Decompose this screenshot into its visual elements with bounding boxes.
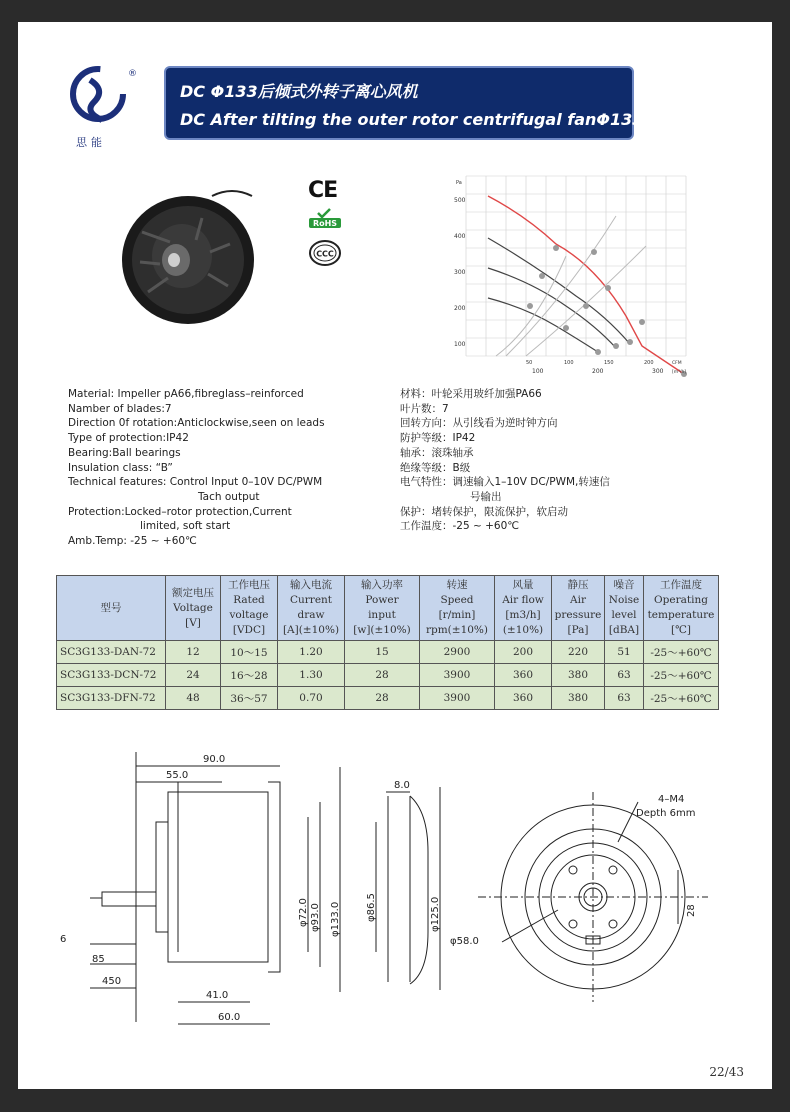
spec-cn-temp: 工作温度：-25 ~ +60℃ (400, 520, 520, 533)
x-unit: [m³/h] (672, 370, 687, 375)
cell-current: 1.20 (278, 641, 345, 664)
cell-model: SC3G133-DCN-72 (57, 664, 166, 687)
dim-55: 55.0 (166, 770, 189, 781)
spec-blades: Namber of blades:7 (68, 402, 172, 415)
cell-rated-voltage: 36～57 (221, 687, 278, 710)
x-tick: 100 (532, 368, 544, 375)
cell-speed: 3900 (420, 687, 495, 710)
spec-table (56, 575, 719, 710)
cell-power: 28 (345, 664, 420, 687)
header-airflow: 风量 Air flow [m3/h] (±10%) (495, 576, 552, 641)
svg-text:RoHS: RoHS (312, 219, 338, 228)
svg-text:CCC: CCC (316, 249, 334, 259)
cell-temperature: -25～+60℃ (644, 664, 719, 687)
brand-name: 思能 (76, 136, 106, 149)
header-model: 型号 (57, 576, 166, 641)
header-pressure: 静压 Air pressure [Pa] (552, 576, 605, 641)
spec-cn-bearing: 轴承：滚珠轴承 (400, 446, 474, 459)
dim-phi133: φ133.0 (330, 901, 341, 937)
dim-phi86: φ86.5 (366, 893, 377, 922)
header-voltage: 额定电压 Voltage [V] (166, 576, 221, 641)
dim-41: 41.0 (206, 990, 229, 1001)
cell-pressure: 380 (552, 664, 605, 687)
certifications (308, 178, 348, 271)
x-tick: 300 (652, 368, 664, 375)
spec-cn-rotation: 回转方向：从引线看为逆时钟方向 (400, 417, 558, 430)
dim-depth: Depth 6mm (636, 808, 696, 819)
table-row (57, 664, 719, 687)
cell-noise: 51 (605, 641, 644, 664)
y-unit: Pa (456, 180, 462, 186)
spec-cn-protection-type: 防护等级：IP42 (400, 432, 476, 445)
header-noise: 噪音 Noise level [dBA] (605, 576, 644, 641)
specs-chinese (400, 387, 730, 534)
spec-temp: Amb.Temp: -25 ~ +60℃ (68, 535, 197, 548)
cell-power: 28 (345, 687, 420, 710)
spec-insulation: Insulation class: “B” (68, 461, 173, 474)
spec-rotation: Direction 0f rotation:Anticlockwise,seen on leads (68, 417, 325, 430)
spec-cn-protection: 保护：堵转保护，限流保护，软启动 (400, 505, 568, 518)
cell-pressure: 380 (552, 687, 605, 710)
ccc-mark (308, 239, 342, 267)
cell-temperature: -25～+60℃ (644, 687, 719, 710)
header-speed: 转速 Speed [r/min] rpm(±10%) (420, 576, 495, 641)
cell-rated-voltage: 16～28 (221, 664, 278, 687)
datasheet-page (18, 22, 772, 1089)
header-current: 输入电流 Current draw [A](±10%) (278, 576, 345, 641)
title-en: DC After tilting the outer rotor centrifugal fanΦ133 (180, 110, 644, 129)
cell-rated-voltage: 10～15 (221, 641, 278, 664)
cell-airflow: 360 (495, 664, 552, 687)
x-tick: 100 (564, 360, 574, 366)
spec-technical-cont: Tach output (198, 490, 260, 503)
y-tick: 300 (454, 269, 466, 276)
header-power: 输入功率 Power input [w](±10%) (345, 576, 420, 641)
spec-cn-electrical-cont: 号输出 (470, 490, 502, 503)
spec-material: Material: Impeller pA66,fibreglass–reinforced (68, 388, 304, 400)
specs-english (68, 387, 408, 549)
cell-airflow: 200 (495, 641, 552, 664)
cell-voltage: 24 (166, 664, 221, 687)
page-number: 22/43 (709, 1065, 744, 1079)
cell-noise: 63 (605, 664, 644, 687)
rohs-badge (308, 207, 342, 229)
table-row (57, 641, 719, 664)
cell-voltage: 48 (166, 687, 221, 710)
y-tick: 500 (454, 197, 466, 204)
y-tick: 100 (454, 341, 466, 348)
table-header-row (57, 576, 719, 641)
dim-phi58: φ58.0 (450, 936, 479, 947)
header-rated-voltage: 工作电压 Rated voltage [VDC] (221, 576, 278, 641)
y-tick: 200 (454, 305, 466, 312)
x-tick: 150 (604, 360, 614, 366)
cell-voltage: 12 (166, 641, 221, 664)
title-cn: DC Φ133后倾式外转子离心风机 (180, 82, 418, 101)
dim-28: 28 (686, 904, 697, 917)
spec-bearing: Bearing:Ball bearings (68, 446, 181, 459)
cell-power: 15 (345, 641, 420, 664)
spec-protection-type: Type of protection:IP42 (68, 432, 189, 445)
x-tick: 200 (644, 360, 654, 366)
y-tick: 400 (454, 233, 466, 240)
cell-pressure: 220 (552, 641, 605, 664)
dim-phi125: φ125.0 (430, 896, 441, 932)
x-tick: 200 (592, 368, 604, 375)
x-unit: CFM (672, 361, 682, 366)
fan-photo (112, 182, 272, 332)
cell-noise: 63 (605, 687, 644, 710)
spec-cn-material: 材料：叶轮采用玻纤加强PA66 (400, 388, 542, 400)
spec-protection: Protection:Locked–rotor protection,Current (68, 505, 292, 518)
dimension-drawing (18, 722, 772, 1042)
performance-curve (446, 156, 694, 376)
cell-model: SC3G133-DFN-72 (57, 687, 166, 710)
cell-speed: 3900 (420, 664, 495, 687)
dim-450: 450 (102, 976, 122, 987)
cell-speed: 2900 (420, 641, 495, 664)
spec-technical: Technical features: Control Input 0–10V DC/PWM (68, 476, 323, 489)
dim-8: 8.0 (394, 780, 410, 791)
title-banner (164, 66, 644, 140)
dim-phi72: φ72.0 (298, 898, 309, 927)
dim-90: 90.0 (203, 754, 226, 765)
dim-6: 6 (60, 934, 67, 945)
cell-temperature: -25～+60℃ (644, 641, 719, 664)
dim-85: 85 (92, 954, 105, 965)
x-tick: 50 (526, 360, 533, 366)
header-temperature: 工作温度 Operating temperature [℃] (644, 576, 719, 641)
dim-phi93: φ93.0 (310, 903, 321, 932)
dim-60: 60.0 (218, 1012, 241, 1023)
spec-cn-blades: 叶片数：7 (400, 402, 449, 415)
dim-m4: 4–M4 (658, 794, 685, 805)
spec-protection-cont: limited, soft start (140, 520, 231, 533)
registered-mark: ® (128, 69, 137, 79)
cell-current: 1.30 (278, 664, 345, 687)
ce-mark: CE (308, 178, 338, 203)
table-row (57, 687, 719, 710)
cell-model: SC3G133-DAN-72 (57, 641, 166, 664)
cell-airflow: 360 (495, 687, 552, 710)
spec-cn-electrical: 电气特性：调速输入1–10V DC/PWM,转速信 (400, 476, 610, 489)
cell-current: 0.70 (278, 687, 345, 710)
spec-cn-insulation: 绝缘等级：B级 (400, 461, 471, 474)
